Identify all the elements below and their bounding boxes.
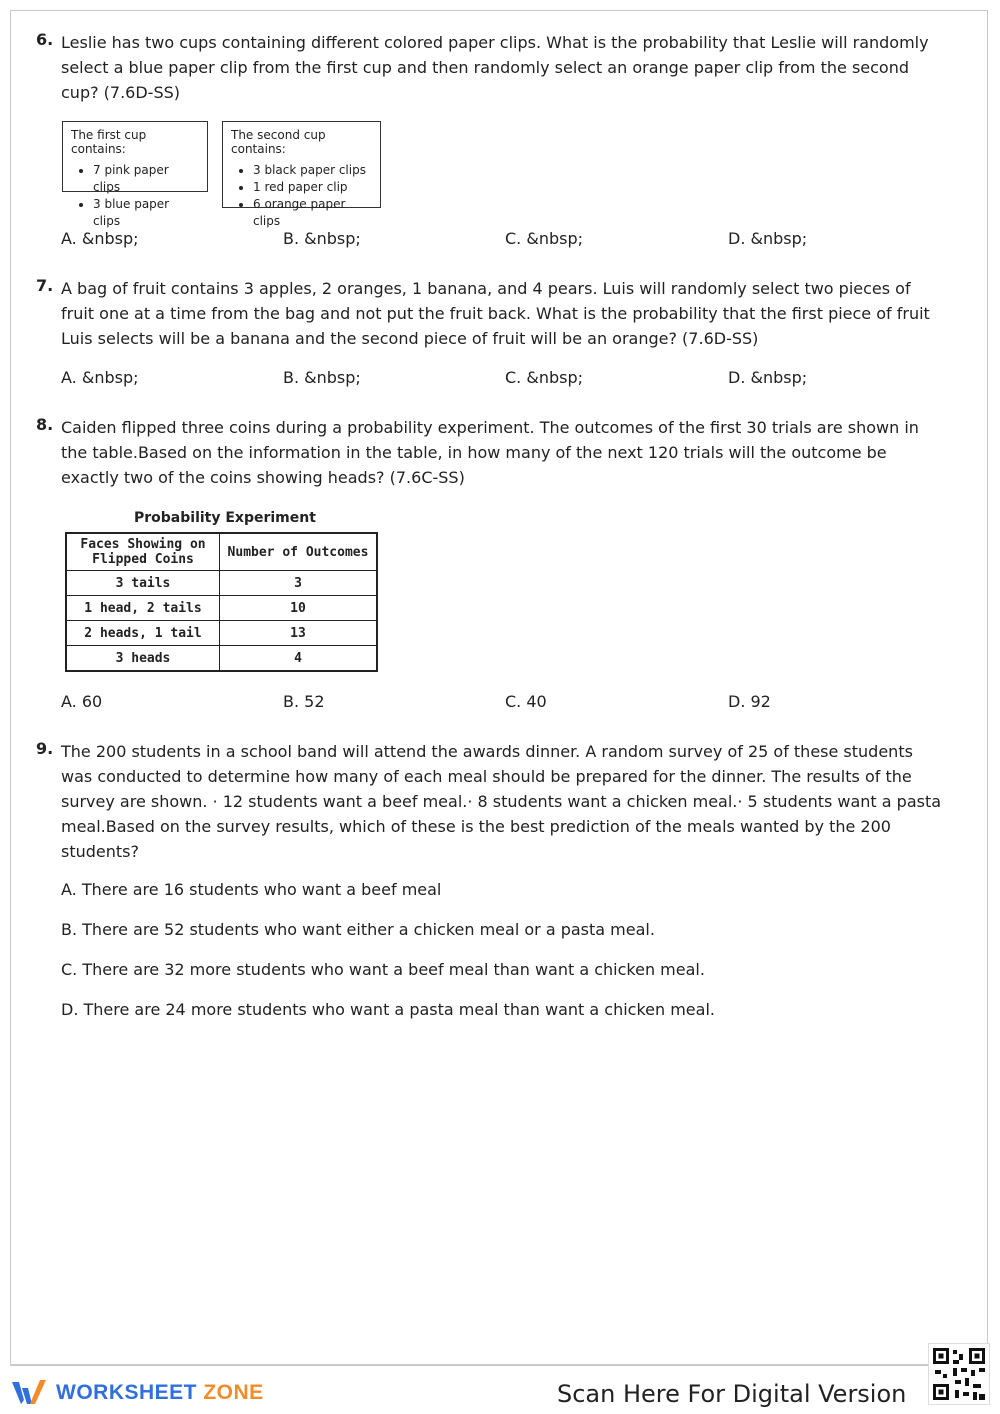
option-d[interactable]: D. There are 24 more students who want a pasta meal than want a chicken meal.	[61, 1000, 715, 1019]
option-d[interactable]: D. &nbsp;	[728, 368, 808, 387]
option-a[interactable]: A. &nbsp;	[61, 229, 139, 248]
option-a[interactable]: A. &nbsp;	[61, 368, 139, 387]
first-cup-title: The first cup contains:	[71, 128, 147, 156]
second-cup-title: The second cup contains:	[231, 128, 326, 156]
logo-text: WORKSHEET ZONE	[56, 1381, 264, 1404]
footer-divider	[10, 1365, 988, 1366]
table-cell: 3	[220, 571, 378, 596]
option-a[interactable]: A. There are 16 students who want a beef meal	[61, 880, 442, 899]
first-cup-box	[62, 121, 208, 228]
option-d[interactable]: D. &nbsp;	[728, 229, 808, 248]
table-row	[66, 596, 377, 621]
question-text: Leslie has two cups containing different colored paper clips. What is the probability that Leslie will randomly select a blue paper clip from the first cup and then randomly select an orange paper clip from the second cup? (7.6D-SS)	[61, 33, 929, 102]
table-title: Probability Experiment	[134, 510, 316, 526]
option-b[interactable]: B. &nbsp;	[283, 229, 361, 248]
option-b[interactable]: B. &nbsp;	[283, 368, 361, 387]
qr-code-icon[interactable]	[928, 1343, 990, 1405]
option-c[interactable]: C. 40	[505, 692, 547, 711]
q8-options	[61, 692, 941, 716]
table-cell: 2 heads, 1 tail	[66, 621, 220, 646]
question-6	[36, 30, 946, 105]
option-c[interactable]: C. &nbsp;	[505, 368, 583, 387]
first-cup-list	[71, 162, 199, 230]
question-text: The 200 students in a school band will attend the awards dinner. A random survey of 25 of these students was conducted to determine how many of each meal should be prepared for the dinner. The results of the survey are shown. · 12 students want a beef meal.· 8 students want a chicken meal.· 5 students want a pasta meal.Based on the survey results, which of these is the best prediction of the meals wanted by the 200 students?	[61, 742, 942, 861]
question-number: 7.	[36, 276, 54, 295]
option-c[interactable]: C. &nbsp;	[505, 229, 583, 248]
table-row	[66, 571, 377, 596]
table-header: Number of Outcomes	[220, 533, 378, 571]
list-item: • 3 black paper clips	[253, 162, 372, 179]
question-number: 8.	[36, 415, 54, 434]
option-b[interactable]: B. There are 52 students who want either a chicken meal or a pasta meal.	[61, 920, 655, 939]
q9-options	[61, 879, 715, 1039]
table-cell: 3 heads	[66, 646, 220, 672]
q6-options	[61, 229, 941, 253]
question-number: 9.	[36, 739, 54, 758]
table-cell: 1 head, 2 tails	[66, 596, 220, 621]
probability-table	[65, 532, 378, 672]
table-row	[66, 621, 377, 646]
question-text: Caiden flipped three coins during a probability experiment. The outcomes of the first 30 trials are shown in the table.Based on the information in the table, in how many of the next 120 trials will the outcome be exactly two of the coins showing heads? (7.6C-SS)	[61, 418, 919, 487]
question-9	[36, 739, 946, 864]
option-a[interactable]: A. 60	[61, 692, 103, 711]
option-d[interactable]: D. 92	[728, 692, 771, 711]
option-c[interactable]: C. There are 32 more students who want a beef meal than want a chicken meal.	[61, 960, 705, 979]
table-cell: 13	[220, 621, 378, 646]
list-item: • 6 orange paper clips	[253, 196, 372, 230]
scan-caption: Scan Here For Digital Version	[557, 1380, 907, 1408]
list-item: • 3 blue paper clips	[93, 196, 199, 230]
worksheet-zone-logo	[10, 1376, 264, 1410]
second-cup-list	[231, 162, 372, 230]
option-b[interactable]: B. 52	[283, 692, 325, 711]
table-cell: 4	[220, 646, 378, 672]
question-8	[36, 415, 946, 490]
table-row	[66, 646, 377, 672]
list-item: • 7 pink paper clips	[93, 162, 199, 196]
list-item: • 1 red paper clip	[253, 179, 372, 196]
question-number: 6.	[36, 30, 54, 49]
table-cell: 3 tails	[66, 571, 220, 596]
table-cell: 10	[220, 596, 378, 621]
second-cup-box	[222, 121, 381, 228]
q7-options	[61, 368, 941, 392]
question-7	[36, 276, 946, 351]
w-logo-icon	[10, 1378, 50, 1408]
question-text: A bag of fruit contains 3 apples, 2 oranges, 1 banana, and 4 pears. Luis will randomly select two pieces of fruit one at a time from the bag and not put the fruit back. What is the probability that the first piece of fruit Luis selects will be a banana and the second piece of fruit will be an orange? (7.6D-SS)	[61, 279, 930, 348]
table-header: Faces Showing on Flipped Coins	[66, 533, 220, 571]
